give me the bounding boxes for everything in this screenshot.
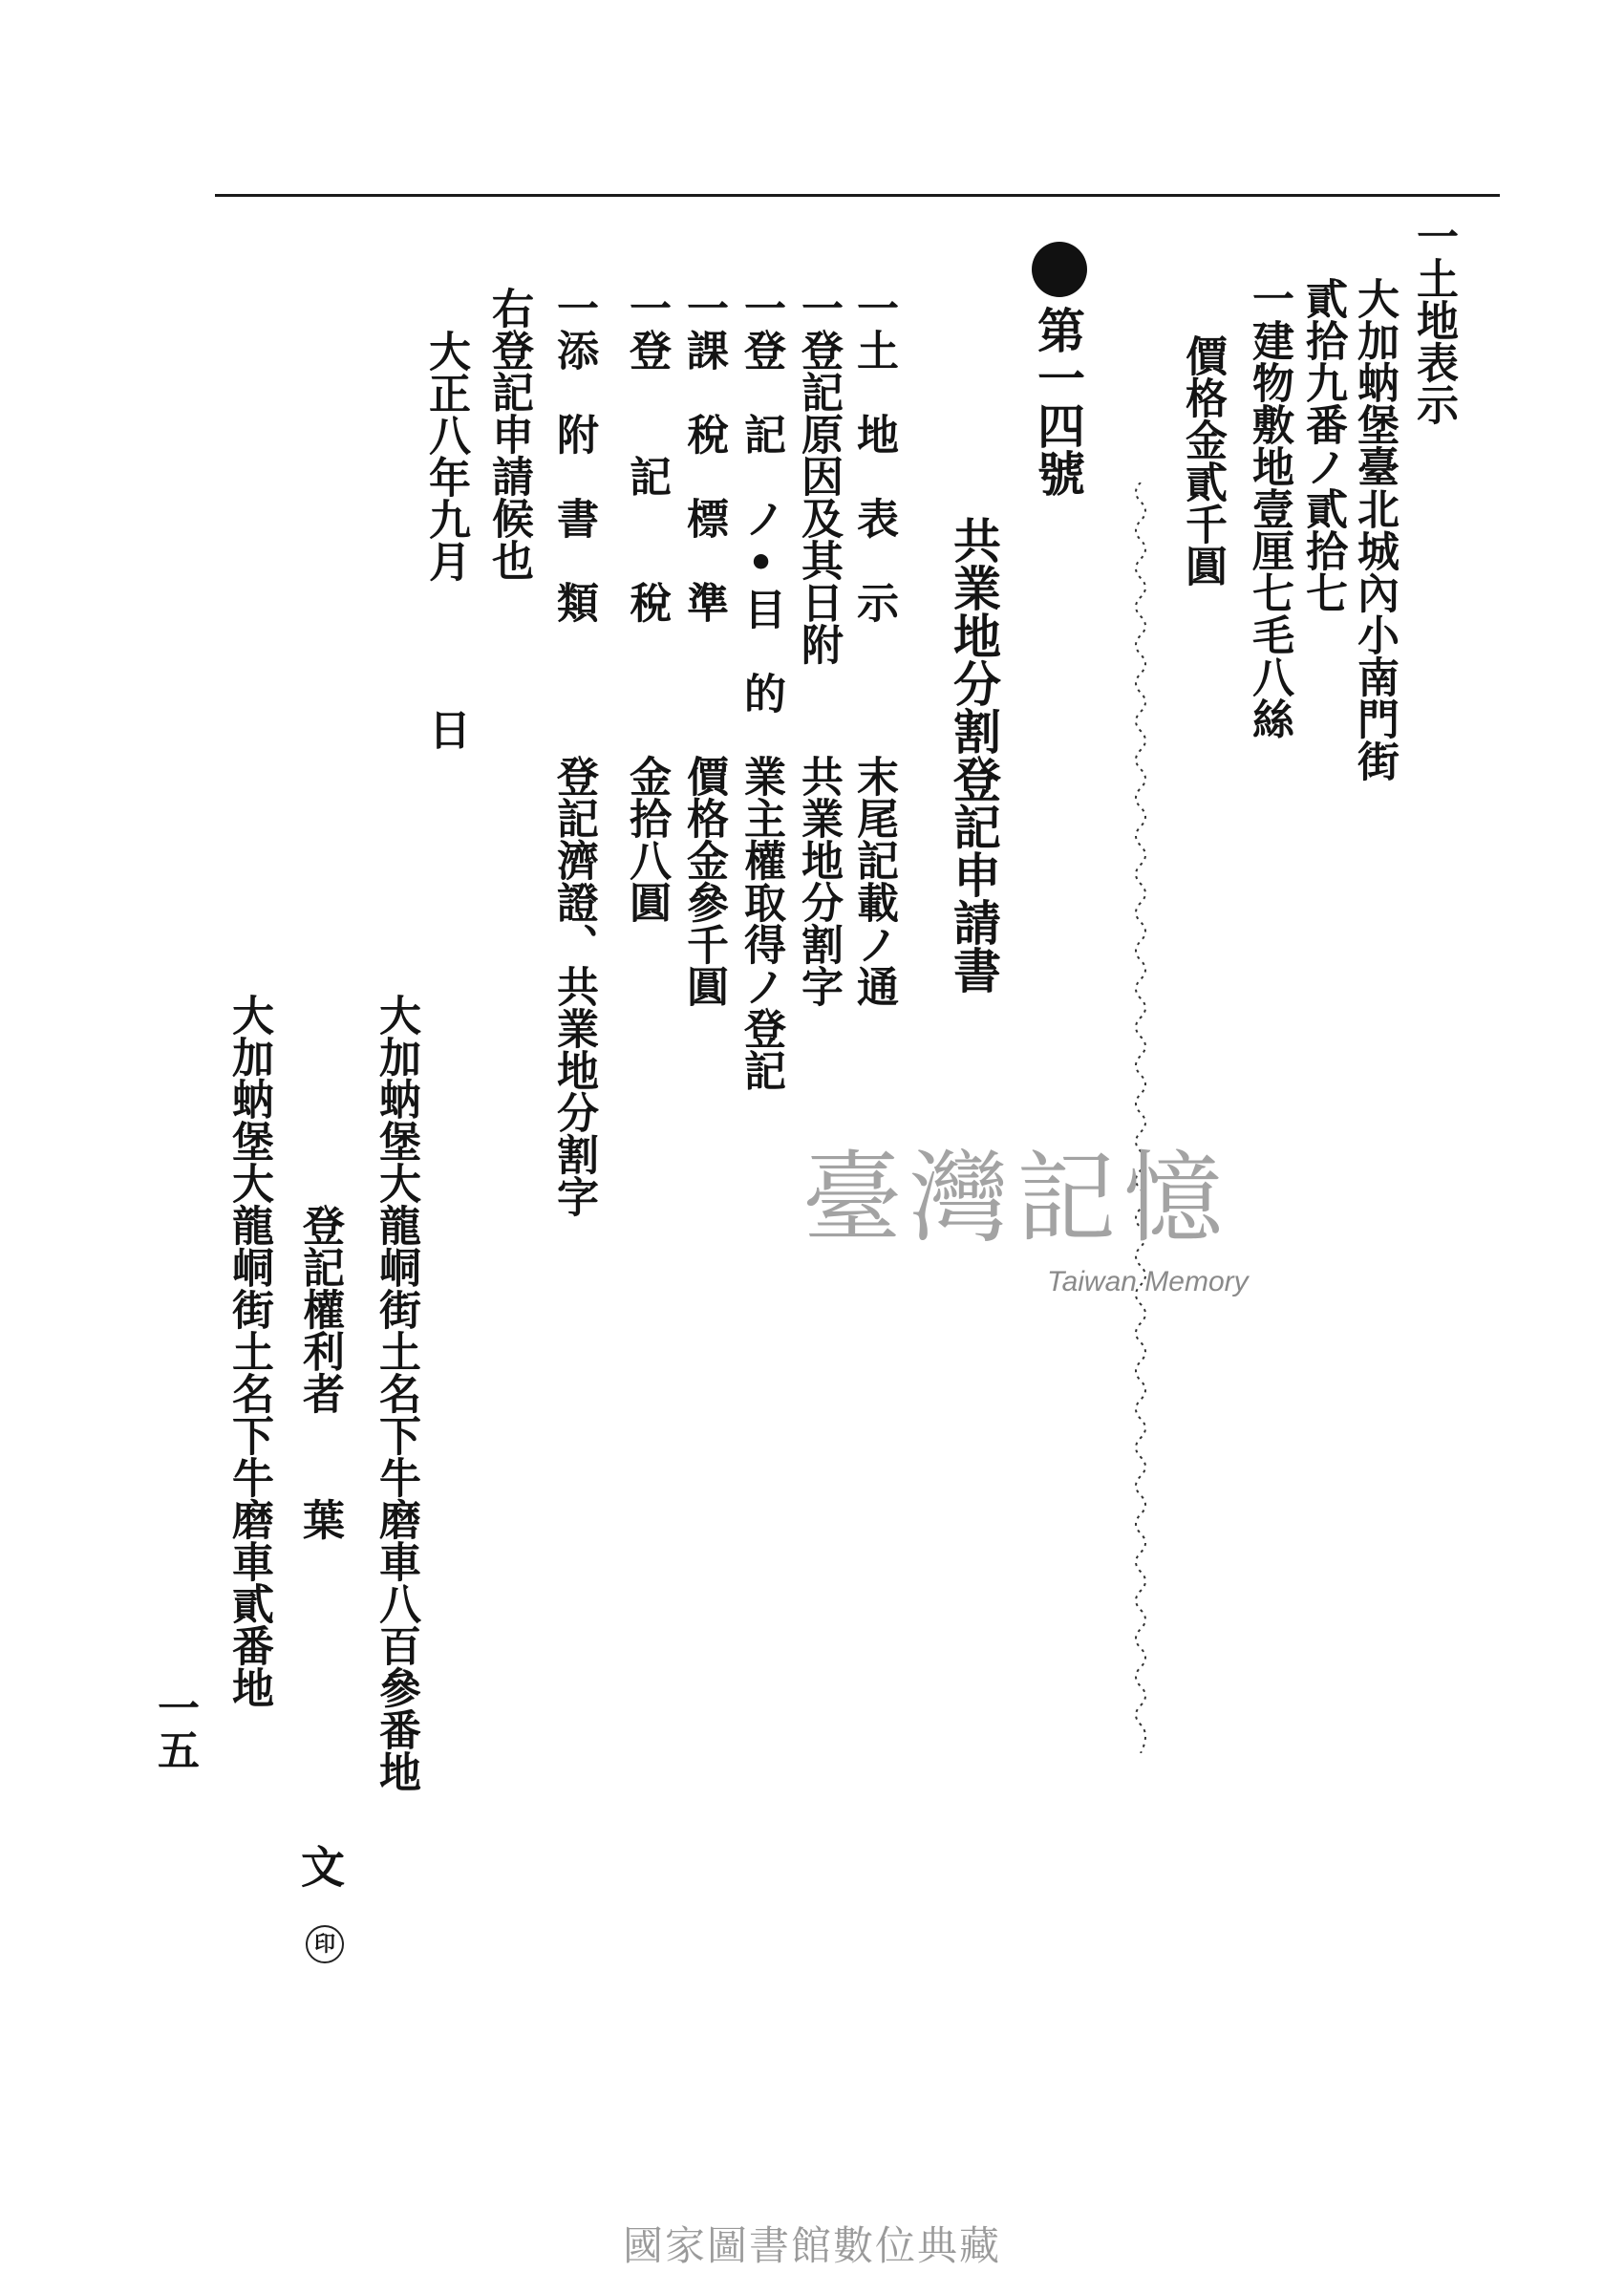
date-line: 大正八年九月 日 — [421, 330, 470, 750]
item-land-value: 末尾記載ノ通 — [849, 755, 898, 1007]
document-title: 共業地分割登記申請書 — [946, 516, 1002, 994]
footer-credit: 國家圖書館數位典藏 — [622, 2222, 1001, 2269]
request-line: 右登記申請候也 — [484, 287, 533, 581]
top-rule — [215, 194, 1500, 197]
page-number: 一五 — [150, 1686, 199, 1770]
item-cause-label: 一登記原因及其日附 — [794, 287, 843, 665]
land-display-label: 一土地表示 — [1409, 215, 1458, 425]
item-reg-tax-value: 金拾八圓 — [622, 755, 671, 923]
second-address: 大加蚋堡大龍峒街土名下牛磨車貳番地 — [224, 994, 273, 1708]
item-purpose-value: 業主權取得ノ登記 — [737, 755, 785, 1091]
item-attachments-value: 登記濟證、共業地分割字 — [549, 755, 598, 1217]
applicant-name-char: 文 — [294, 1844, 346, 1888]
item-cause-value: 共業地分割字 — [794, 755, 843, 1007]
building-site-line: 一建物敷地壹厘七毛八絲 — [1245, 277, 1293, 739]
applicant-address: 大加蚋堡大龍峒街土名下牛磨車八百參番地 — [372, 994, 420, 1792]
address-line-1: 大加蚋堡臺北城內小南門街 — [1350, 277, 1399, 782]
item-reg-tax-label: 一登 記 稅 — [622, 287, 671, 623]
item-tax-base-value: 價格金參千圓 — [679, 755, 728, 1007]
address-line-2: 貳拾九番ノ貳拾七 — [1298, 277, 1347, 613]
item-tax-base-label: 一課 稅 標 準 — [679, 287, 728, 623]
applicant-role: 登記權利者 葉 — [295, 1204, 344, 1540]
taiwan-memory-watermark — [802, 1118, 1299, 1328]
item-attachments-label: 一添 附 書 類 — [549, 287, 598, 623]
watermark-subtitle: Taiwan Memory — [1047, 1266, 1249, 1297]
watermark-title: 臺灣記憶 — [802, 1140, 1231, 1256]
form-number: 第一四號 — [1030, 306, 1086, 497]
seal-mark: 印 — [306, 1925, 344, 1963]
item-land-label: 一土 地 表 示 — [849, 287, 898, 623]
bullet-dot-icon — [1032, 242, 1087, 297]
price-line: 價格金貳千圓 — [1178, 334, 1227, 587]
item-purpose-label: 一登 記 ノ•目 的 — [737, 287, 785, 714]
